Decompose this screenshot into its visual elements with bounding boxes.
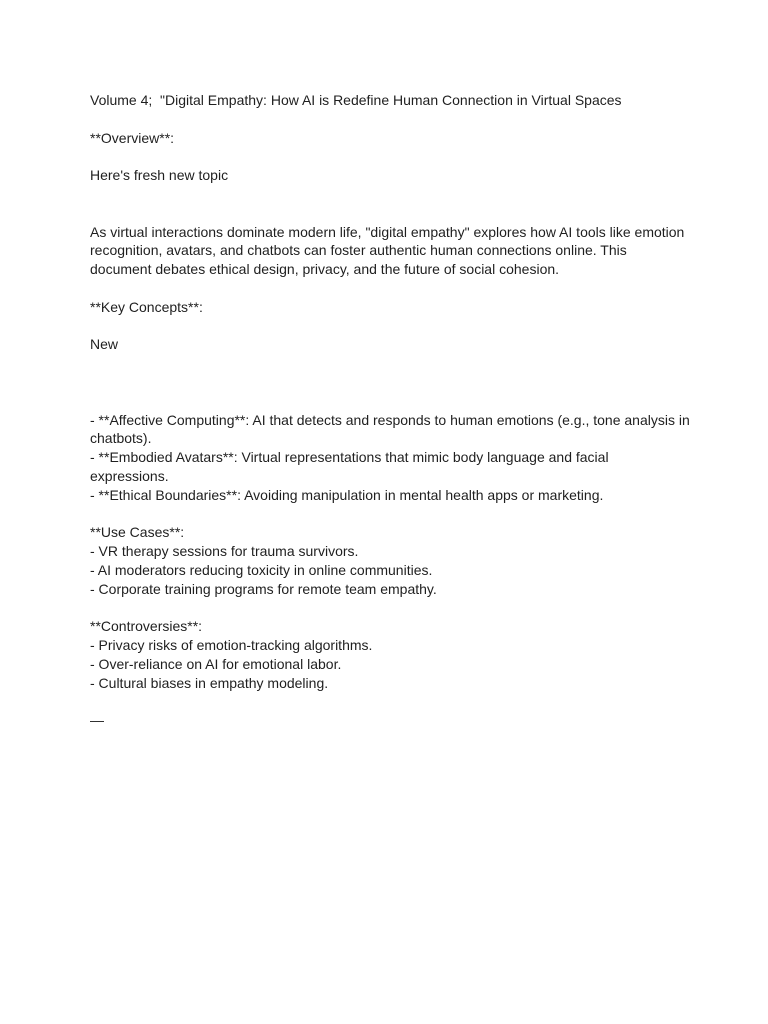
overview-heading: **Overview**: [90,129,175,146]
overview-paragraph: As virtual interactions dominate modern life, "digital empathy" explores how AI tools like emotion recognition, avatars, and chatbots can foster authentic human connections online. This document debates ethical design, privacy, and the future of social cohesion. [90,223,689,278]
list-item: - AI moderators reducing toxicity in online communities. [90,561,433,578]
key-concepts-note: New [90,336,119,353]
key-concepts-heading: **Key Concepts**: [90,298,203,315]
list-item: - Over-reliance on AI for emotional labor. [90,655,342,672]
controversies-list [90,636,690,692]
end-mark: — [90,712,104,729]
list-item: - **Embodied Avatars**: Virtual representations that mimic body language and facial expressions. [90,449,613,484]
list-item: - **Ethical Boundaries**: Avoiding manipulation in mental health apps or marketing. [90,486,604,503]
controversies-heading: **Controversies**: [90,618,203,635]
list-item: - Cultural biases in empathy modeling. [90,674,329,691]
use-cases-list [90,542,690,598]
document-body [90,91,694,730]
list-item: - Corporate training programs for remote team empathy. [90,580,437,597]
list-item: - **Affective Computing**: AI that detects and responds to human emotions (e.g., tone analysis in chatbots). [90,411,694,447]
key-concepts-list [90,411,694,505]
intro-note: Here's fresh new topic [90,167,229,184]
document-title: Volume 4; "Digital Empathy: How AI is Redefine Human Connection in Virtual Spaces [90,92,622,108]
list-item: - VR therapy sessions for trauma survivors. [90,543,359,560]
use-cases-heading: **Use Cases**: [90,524,185,541]
list-item: - Privacy risks of emotion-tracking algorithms. [90,637,373,654]
